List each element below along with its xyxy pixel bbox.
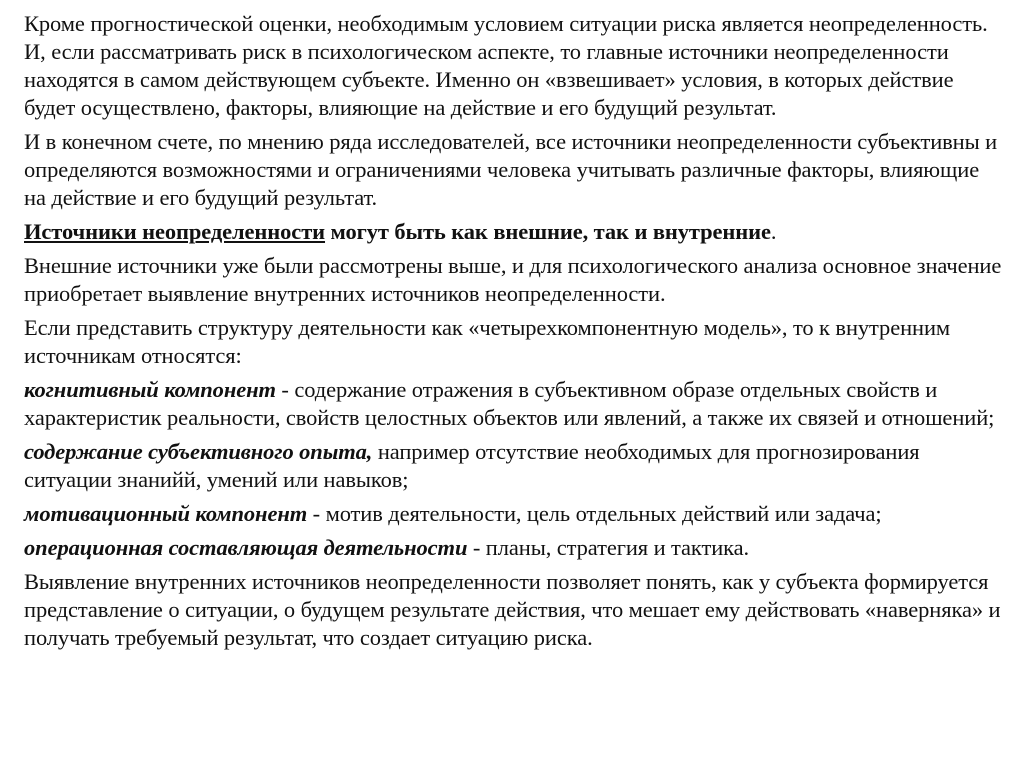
sources-period: . [770,219,777,244]
term-operational: операционная составляющая деятельности [24,535,468,560]
paragraph-conclusion: Выявление внутренних источников неопределенности позволяет понять, как у субъекта формируется представление о ситуации, о будущем результате действия, что мешает ему действовать «наверняка» и получать требуемый результат, что создает ситуацию риска. [24,569,1001,650]
paragraph-sources [24,218,1002,246]
list-item-experience [24,438,1002,494]
definition-experience: например отсутствие необходимых для прогнозирования ситуации знанийй, умений или навыков; [24,439,920,492]
term-motivation: мотивационный компонент [24,501,308,526]
sources-heading: Источники неопределенности [24,219,326,244]
paragraph-subjectivity: И в конечном счете, по мнению ряда исследователей, все источники неопределенности субъективны и определяются возможностями и ограничениями человека учитывать различные факторы, влияющие на действие и его будущий результат. [24,129,998,210]
term-cognitive: когнитивный компонент [24,377,276,402]
definition-motivation: - мотив деятельности, цель отдельных действий или задача; [307,501,882,526]
definition-cognitive: - содержание отражения в субъективном образе отдельных свойств и характеристик реальности, свойств целостных объектов или явлений, а также их связей и отношений; [24,377,995,430]
term-experience: содержание субъективного опыта, [24,439,373,464]
paragraph-model: Если представить структуру деятельности как «четырехкомпонентную модель», то к внутренним источникам относятся: [24,315,951,368]
paragraph-external: Внешние источники уже были рассмотрены выше, и для психологического анализа основное значение приобретает выявление внутренних источников неопределенности. [24,253,1002,306]
sources-statement: могут быть как внешние, так и внутренние [325,219,771,244]
list-item-operational [24,534,1002,562]
definition-operational: - планы, стратегия и тактика. [467,535,750,560]
list-item-motivation [24,500,1002,528]
list-item-cognitive [24,376,1002,432]
paragraph-intro: Кроме прогностической оценки, необходимым условием ситуации риска является неопределенность. И, если рассматривать риск в психологическом аспекте, то главные источники неопределенности находятся в самом действующем субъекте. Именно он «взвешивает» условия, в которых действие будет осуществлено, факторы, влияющие на действие и его будущий результат. [24,11,988,120]
